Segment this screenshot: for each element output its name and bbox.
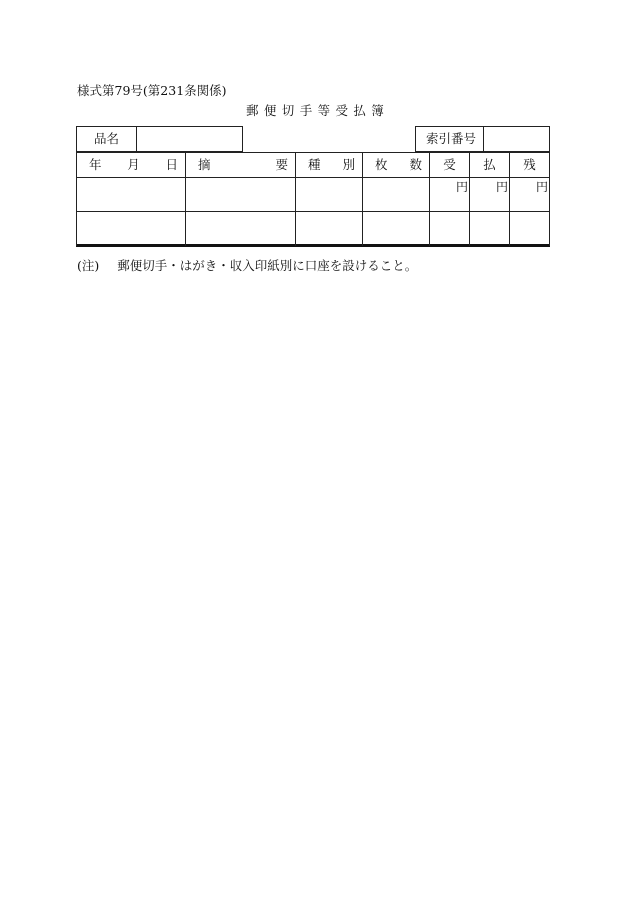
col-header-type-1: 種 [308, 157, 321, 172]
balance-yen-unit: 円 [536, 180, 549, 194]
col-header-count [363, 153, 429, 177]
col-header-type [296, 153, 362, 177]
table-right-border [549, 152, 550, 246]
table-bottom-double-border [76, 244, 550, 247]
item-name-label-cell [76, 126, 137, 152]
paid-yen-unit: 円 [496, 180, 509, 194]
col-header-day: 日 [165, 157, 178, 172]
col-header-count-1: 枚 [375, 157, 388, 172]
footnote [77, 258, 417, 274]
col-header-year: 年 [89, 157, 102, 172]
col-header-summary-2: 要 [275, 157, 288, 172]
col-header-count-2: 数 [409, 157, 422, 172]
header-bottom-border [76, 177, 550, 178]
index-number-label: 索引番号 [426, 131, 477, 146]
row-divider [76, 211, 550, 212]
received-yen-unit: 円 [456, 180, 469, 194]
footnote-text: 郵便切手・はがき・収入印紙別に口座を設けること。 [117, 258, 418, 273]
footnote-mark: (注) [77, 258, 100, 273]
col-header-summary [186, 153, 295, 177]
col-header-summary-1: 摘 [198, 157, 211, 172]
col-header-balance: 残 [523, 157, 536, 172]
col-header-type-2: 別 [342, 157, 355, 172]
col-header-received: 受 [443, 157, 456, 172]
item-name-label: 品名 [94, 131, 120, 146]
col-header-paid: 払 [483, 157, 496, 172]
index-number-label-cell [415, 126, 484, 152]
col-header-month: 月 [127, 157, 140, 172]
item-name-field[interactable] [136, 126, 243, 152]
index-number-field[interactable] [483, 126, 550, 152]
col-header-date [77, 153, 185, 177]
form-number-label: 様式第79号(第231条関係) [77, 83, 227, 98]
document-title: 郵便切手等受払簿 [246, 103, 390, 118]
